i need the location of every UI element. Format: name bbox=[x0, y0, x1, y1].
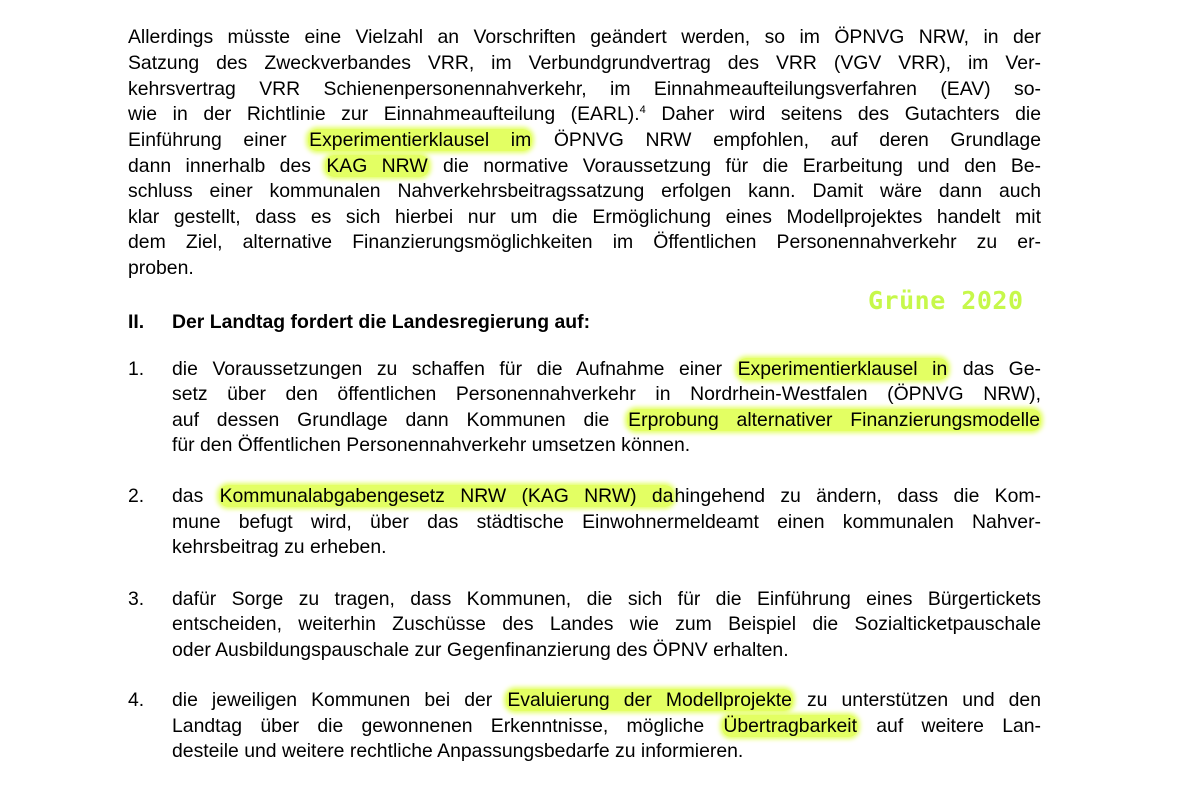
item-2-line-2: mune befugt wird, über das städtische Einwohnermeldeamt einen kommunalen Nahver- bbox=[172, 511, 1041, 533]
highlight-uebertragbarkeit: Übertragbarkeit bbox=[723, 715, 858, 737]
intro-line-4 bbox=[128, 101, 1041, 127]
highlight-experimentierklausel: Experimentierklausel im bbox=[309, 129, 532, 151]
item-2-line-1 bbox=[172, 483, 1041, 509]
intro-line-6-b: die normative Voraussetzung für die Erarbeitung und den Be- bbox=[428, 155, 1041, 177]
item-1-line-1 bbox=[172, 356, 1041, 382]
intro-line-4-tail: Daher wird seitens des Gutachters die bbox=[645, 103, 1041, 125]
annotation-watermark: Grüne 2020 bbox=[868, 286, 1024, 315]
item-1-line-2: setz über den öffentlichen Personennahverkehr in Nordrhein-Westfalen (ÖPNVG NRW), bbox=[172, 383, 1041, 405]
item-4-line-2-a: Landtag über die gewonnenen Erkenntnisse, mögliche bbox=[172, 715, 723, 737]
item-1-line-4: für den Öffentlichen Personennahverkehr umsetzen können. bbox=[172, 434, 691, 456]
intro-line-1: Allerdings müsste eine Vielzahl an Vorschriften geändert werden, so im ÖPNVG NRW, in der bbox=[128, 26, 1041, 48]
intro-line-6 bbox=[128, 153, 1041, 179]
item-4-line-1-b: zu unterstützen und den bbox=[792, 689, 1042, 711]
intro-line-7: schluss einer kommunalen Nahverkehrsbeitragssatzung erfolgen kann. Damit wäre dann auch bbox=[128, 180, 1041, 202]
item-2-line-3: kehrsbeitrag zu erheben. bbox=[172, 536, 387, 558]
intro-line-5 bbox=[128, 127, 1041, 153]
item-1-line-1-a: die Voraussetzungen zu schaffen für die Aufnahme einer bbox=[172, 358, 737, 380]
item-4-line-1 bbox=[172, 687, 1041, 713]
intro-line-8: klar gestellt, dass es sich hierbei nur um die Ermöglichung eines Modellprojektes handelt mit bbox=[128, 206, 1041, 228]
highlight-kag-nrw: KAG NRW bbox=[326, 155, 428, 177]
intro-line-6-a: dann innerhalb des bbox=[128, 155, 326, 177]
intro-line-9: dem Ziel, alternative Finanzierungsmöglichkeiten im Öffentlichen Personennahverkehr zu er- bbox=[128, 231, 1041, 253]
item-4-line-2 bbox=[172, 713, 1041, 739]
item-4-line-1-a: die jeweiligen Kommunen bei der bbox=[172, 689, 507, 711]
highlight-experimentierklausel-in: Experimentierklausel in bbox=[737, 358, 948, 380]
list-item-number: 4. bbox=[128, 689, 145, 711]
item-4-line-3: desteile und weitere rechtliche Anpassungsbedarfe zu informieren. bbox=[172, 740, 744, 762]
item-1-line-1-b: das Ge- bbox=[948, 358, 1041, 380]
item-1-line-3-a: auf dessen Grundlage dann Kommunen die bbox=[172, 409, 628, 431]
footnote-ref-4[interactable]: 4 bbox=[639, 104, 646, 116]
list-item-number: 3. bbox=[128, 588, 145, 610]
section-heading: Der Landtag fordert die Landesregierung auf: bbox=[172, 311, 591, 333]
highlight-evaluierung-modellprojekte: Evaluierung der Modellprojekte bbox=[507, 689, 792, 711]
item-4-line-2-b: auf weitere Lan- bbox=[858, 715, 1042, 737]
intro-line-10: proben. bbox=[128, 257, 194, 279]
section-number: II. bbox=[128, 311, 145, 333]
item-1-line-3 bbox=[172, 407, 1041, 433]
intro-line-4-text: wie in der Richtlinie zur Einnahmeaufteilung (EARL). bbox=[128, 103, 640, 125]
list-item-number: 2. bbox=[128, 485, 145, 507]
highlight-kommunalabgabengesetz: Kommunalabgabengesetz NRW (KAG NRW) da bbox=[219, 485, 674, 507]
item-2-line-1-a: das bbox=[172, 485, 219, 507]
intro-line-3: kehrsvertrag VRR Schienenpersonennahverkehr, im Einnahmeaufteilungsverfahren (EAV) so- bbox=[128, 78, 1041, 100]
highlight-erprobung-finanzierungsmodelle: Erprobung alternativer Finanzierungsmodelle bbox=[628, 409, 1040, 431]
item-3-line-2: entscheiden, weiterhin Zuschüsse des Landes wie zum Beispiel die Sozialticketpauschale bbox=[172, 613, 1041, 635]
item-2-line-1-b: hingehend zu ändern, dass die Kom- bbox=[674, 485, 1041, 507]
list-item-number: 1. bbox=[128, 358, 145, 380]
item-3-line-3: oder Ausbildungspauschale zur Gegenfinanzierung des ÖPNV erhalten. bbox=[172, 639, 789, 661]
intro-line-2: Satzung des Zweckverbandes VRR, im Verbundgrundvertrag des VRR (VGV VRR), im Ver- bbox=[128, 52, 1041, 74]
intro-line-5-a: Einführung einer bbox=[128, 129, 309, 151]
intro-line-5-b: ÖPNVG NRW empfohlen, auf deren Grundlage bbox=[532, 129, 1041, 151]
item-3-line-1: dafür Sorge zu tragen, dass Kommunen, die sich für die Einführung eines Bürgertickets bbox=[172, 588, 1041, 610]
